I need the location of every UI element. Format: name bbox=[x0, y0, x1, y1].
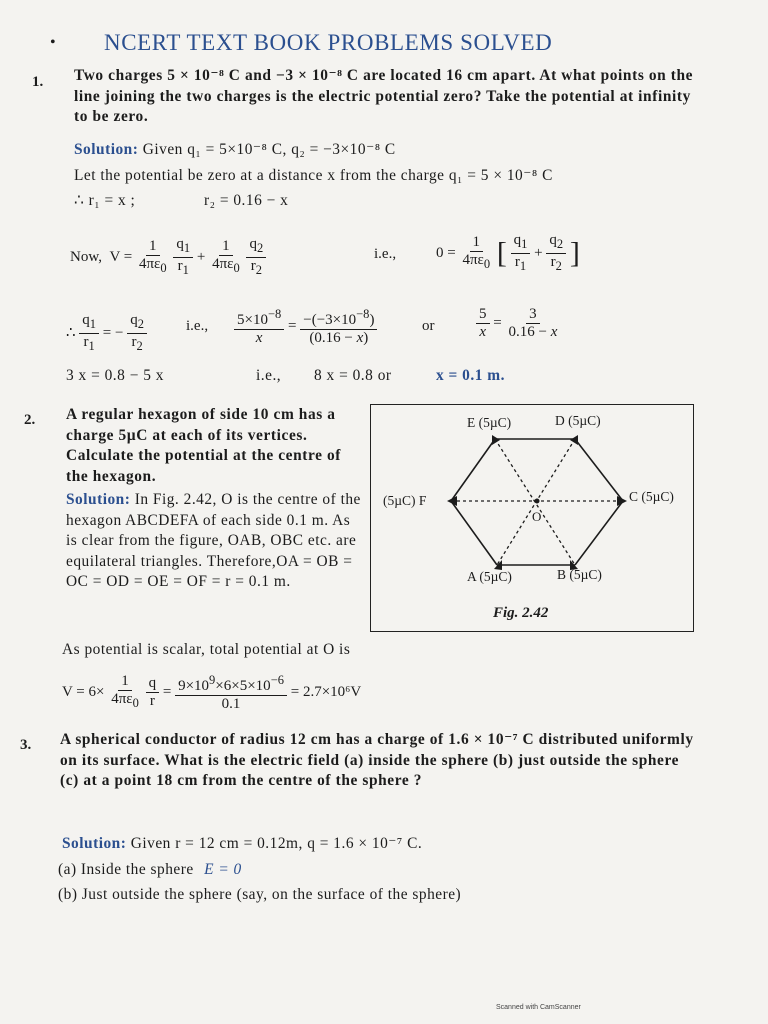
q3-part-a bbox=[58, 860, 242, 881]
q3-solution-label: Solution: bbox=[62, 835, 127, 852]
potential-result: = 2.7×10⁶V bbox=[290, 683, 362, 700]
q1-solution-line bbox=[74, 140, 396, 161]
potential-equation: V = 6× $\frac{1}{4\pi\varepsilon_0}$ $\frac{q}{r}$ = $\frac{9\times 10^9\times 6\times 5\times 10^{-6}}{0.1}$ = 2.7×10⁶V bbox=[62, 673, 362, 712]
q1-line-1: Let the potential be zero at a distance x from the charge q₁ = 5 × 10⁻⁸ C bbox=[74, 167, 553, 184]
vertex-a-label: A (5µC) bbox=[467, 569, 512, 584]
question-2-text: A regular hexagon of side 10 cm has a charge 5µC at each of its vertices. Calculate the potential at the centre of the hexagon. bbox=[66, 406, 342, 485]
q3-part-a-value: E = 0 bbox=[204, 861, 242, 878]
final-c: 8 x = 0.8 or bbox=[314, 367, 392, 384]
q3-solution-line bbox=[62, 834, 422, 855]
q1-line-2a: ∴ r₁ = x ; bbox=[74, 192, 136, 209]
q1-line-2b: r₂ = 0.16 − x bbox=[204, 192, 289, 209]
question-3-text: A spherical conductor of radius 12 cm has a charge of 1.6 × 10⁻⁷ C distributed uniformly on its surface. What is the electric field (a) inside the sphere (b) just outside the sphere (c) at a point 18 cm from the centre of the sphere ? bbox=[60, 731, 694, 789]
now-equation: Now, V = $\frac{1}{4\pi\varepsilon_0}$ $\frac{q_1}{r_1}$ + $\frac{1}{4\pi\varepsilon_0}$ $\frac{q_2}{r_2}$ bbox=[70, 236, 266, 279]
figure-caption: Fig. 2.42 bbox=[493, 605, 549, 621]
q3-part-a-text: (a) Inside the sphere bbox=[58, 861, 194, 878]
now-label: Now, bbox=[70, 248, 102, 265]
question-1-number: 1. bbox=[32, 74, 44, 90]
vertex-c-label: C (5µC) bbox=[629, 489, 674, 504]
ratio-or: or bbox=[422, 318, 435, 334]
q1-solution-label: Solution: bbox=[74, 141, 139, 158]
ratio-equation: $\frac{5\times 10^{-8}}{x}$ = $\frac{-(-3\times 10^{-8})}{(0.16 - x)}$ bbox=[234, 306, 377, 347]
q1-given: Given q₁ = 5×10⁻⁸ C, q₂ = −3×10⁻⁸ C bbox=[142, 141, 396, 158]
final-a: 3 x = 0.8 − 5 x bbox=[66, 367, 164, 384]
vertex-b-label: B (5µC) bbox=[557, 567, 602, 582]
final-b: i.e., bbox=[256, 367, 282, 384]
vertex-d-label: D (5µC) bbox=[555, 413, 601, 428]
figure-2-42 bbox=[370, 404, 694, 632]
therefore-ie: i.e., bbox=[186, 318, 209, 334]
q3-given: Given r = 12 cm = 0.12m, q = 1.6 × 10⁻⁷ C. bbox=[130, 835, 423, 852]
final-answer: x = 0.1 m. bbox=[436, 367, 505, 384]
question-3-number: 3. bbox=[20, 737, 32, 753]
question-2-number: 2. bbox=[24, 412, 36, 428]
simple-ratio: $\frac{5}{x}$ = $\frac{3}{0.16 - x}$ bbox=[476, 306, 560, 341]
therefore-equation: ∴ $\frac{q_1}{r_1}$ = − $\frac{q_2}{r_2}$ bbox=[66, 312, 147, 355]
q2-solution-text: In Fig. 2.42, O is the centre of the hexagon ABCDEFA of each side 0.1 m. As is clear from the figure, OAB, OBC etc. are equilateral triangles. Therefore,OA = OB = OC = OD = OE = OF = r = 0.1 m. bbox=[66, 491, 361, 591]
vertex-e-label: E (5µC) bbox=[467, 415, 512, 430]
scanner-watermark: Scanned with CamScanner bbox=[496, 1004, 581, 1011]
center-o-label: O bbox=[532, 509, 542, 524]
bullet-mark: • bbox=[50, 34, 56, 51]
q3-part-b: (b) Just outside the sphere (say, on the surface of the sphere) bbox=[58, 886, 462, 903]
zero-equation: 0 = $\frac{1}{4\pi\varepsilon_0}$ [ $\frac{q_1}{r_1}$ + $\frac{q_2}{r_2}$ ] bbox=[436, 232, 580, 273]
now-ie: i.e., bbox=[374, 246, 397, 262]
q2-solution bbox=[66, 490, 362, 593]
scalar-line: As potential is scalar, total potential at O is bbox=[62, 641, 351, 658]
page-title: NCERT TEXT BOOK PROBLEMS SOLVED bbox=[104, 30, 553, 55]
q2-solution-label: Solution: bbox=[66, 491, 131, 508]
vertex-f-label: (5µC) F bbox=[383, 493, 427, 508]
question-1-text: Two charges 5 × 10⁻⁸ C and −3 × 10⁻⁸ C are located 16 cm apart. At what points on the line joining the two charges is the electric potential zero? Take the potential at infinity to be zero. bbox=[74, 67, 694, 125]
